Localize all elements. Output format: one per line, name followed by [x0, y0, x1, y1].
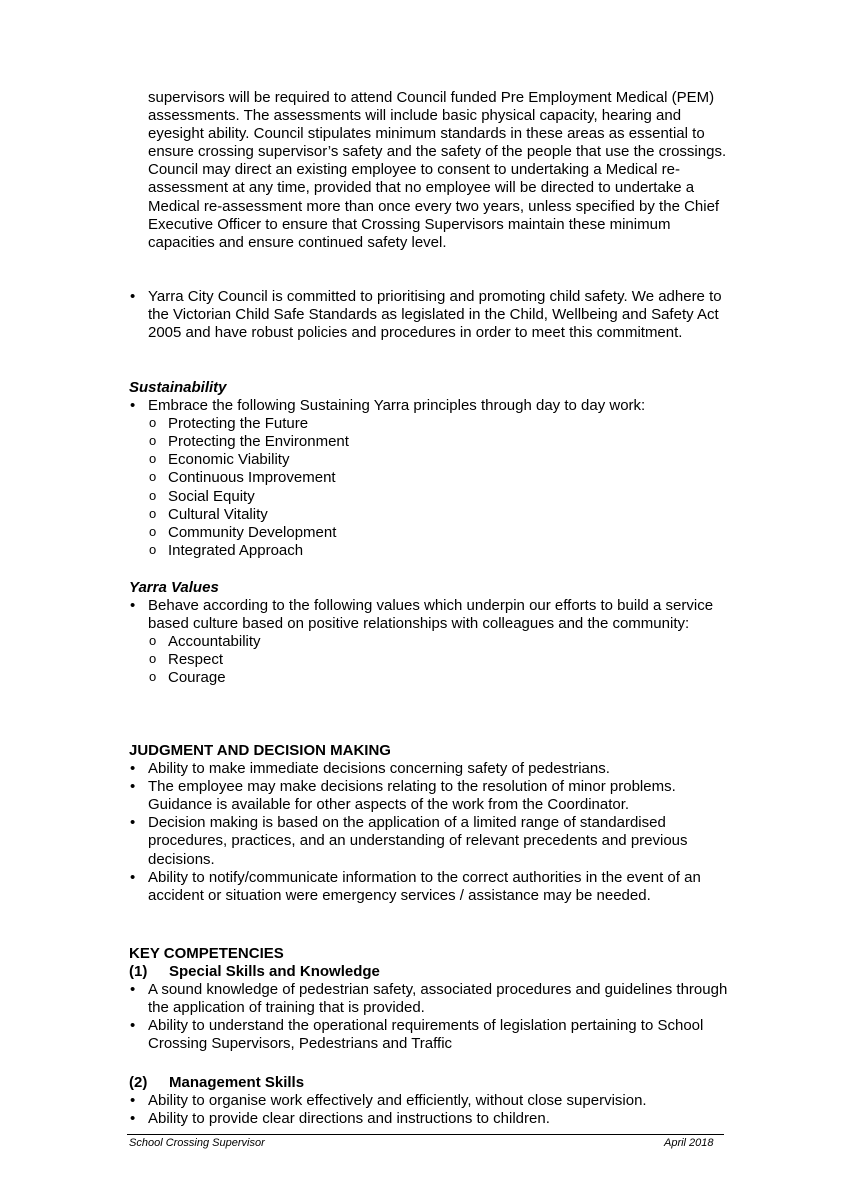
- footer-divider: [127, 1134, 724, 1135]
- principle-item: o Protecting the Future: [148, 415, 739, 433]
- special-skills-bullet: • Ability to understand the operational requirements of legislation pertaining to School Crossing Supervisors, Pedestrians and Traffic: [129, 1017, 739, 1053]
- footer-date: April 2018: [664, 1137, 714, 1149]
- competencies-heading: KEY COMPETENCIES: [129, 945, 284, 962]
- values-items: [148, 633, 739, 687]
- sustainability-heading: Sustainability: [129, 379, 227, 396]
- management-section: [129, 1074, 739, 1128]
- value-item: o Respect: [148, 651, 739, 669]
- judgment-heading: JUDGMENT AND DECISION MAKING: [129, 742, 391, 759]
- value-item: o Accountability: [148, 633, 739, 651]
- judgment-bullet: • Decision making is based on the application of a limited range of standardised procedures, practices, and an understanding of relevant precedents and previous decisions.: [129, 814, 739, 868]
- principle-item: o Continuous Improvement: [148, 469, 739, 487]
- management-skills-bullet: • Ability to organise work effectively and efficiently, without close supervision.: [129, 1092, 739, 1110]
- competencies-section: [129, 945, 739, 1054]
- values-heading: Yarra Values: [129, 579, 219, 596]
- principle-item: o Economic Viability: [148, 451, 739, 469]
- values-bullet: [129, 597, 739, 687]
- values-list: [129, 597, 739, 687]
- management-skills-list: [129, 1092, 739, 1128]
- sustainability-principles: [148, 415, 739, 560]
- special-skills-number: (1): [129, 963, 148, 981]
- judgment-bullet: • The employee may make decisions relating to the resolution of minor problems. Guidance is available for other aspects of the work from the Coordinator.: [129, 778, 739, 814]
- principle-item: o Social Equity: [148, 488, 739, 506]
- principle-item: o Integrated Approach: [148, 542, 739, 560]
- judgment-bullet: • Ability to make immediate decisions concerning safety of pedestrians.: [129, 760, 739, 778]
- sustainability-section: [129, 379, 739, 560]
- child-safety-list: [129, 288, 739, 342]
- management-skills-bullet: • Ability to provide clear directions and instructions to children.: [129, 1110, 739, 1128]
- sustainability-list: [129, 397, 739, 560]
- principle-item: o Community Development: [148, 524, 739, 542]
- special-skills-heading: [129, 963, 739, 981]
- judgment-bullet: • Ability to notify/communicate information to the correct authorities in the event of an accident or situation were emergency services / assistance may be needed.: [129, 869, 739, 905]
- special-skills-bullet: • A sound knowledge of pedestrian safety, associated procedures and guidelines through the application of training that is provided.: [129, 981, 739, 1017]
- judgment-section: [129, 742, 739, 905]
- management-skills-number: (2): [129, 1074, 148, 1091]
- child-safety-bullet: • Yarra City Council is committed to prioritising and promoting child safety. We adhere to the Victorian Child Safe Standards as legislated in the Child, Wellbeing and Safety Act 2005 and have robust policies and procedures in order to meet this commitment.: [129, 288, 739, 342]
- intro-paragraph: supervisors will be required to attend Council funded Pre Employment Medical (PEM) assessments. The assessments will include basic physical capacity, hearing and eyesight ability. Council stipulates minimum standards in these areas as essential to ensure crossing supervisor’s safety and the safety of the people that use the crossings. Council may direct an existing employee to consent to undertaking a Medical re-assessment at any time, provided that no employee will be directed to undertake a Medical re-assessment more than once every two years, unless specified by the Chief Executive Officer to ensure that Crossing Supervisors maintain these minimum capacities and ensure continued safety level.: [148, 89, 727, 251]
- judgment-list: [129, 760, 739, 905]
- management-skills-title: Management Skills: [169, 1074, 305, 1091]
- sustainability-bullet-text: Embrace the following Sustaining Yarra principles through day to day work:: [148, 397, 646, 415]
- values-bullet-text: Behave according to the following values which underpin our efforts to build a service based culture based on positive relationships with colleagues and the community:: [148, 597, 714, 633]
- sustainability-bullet: [129, 397, 739, 560]
- values-section: [129, 579, 739, 688]
- management-skills-heading: [129, 1074, 739, 1092]
- child-safety-section: [129, 288, 739, 342]
- footer-document-title: School Crossing Supervisor: [129, 1137, 265, 1149]
- special-skills-list: [129, 981, 739, 1053]
- value-item: o Courage: [148, 669, 739, 687]
- special-skills-title: Special Skills and Knowledge: [169, 963, 380, 981]
- principle-item: o Cultural Vitality: [148, 506, 739, 524]
- principle-item: o Protecting the Environment: [148, 433, 739, 451]
